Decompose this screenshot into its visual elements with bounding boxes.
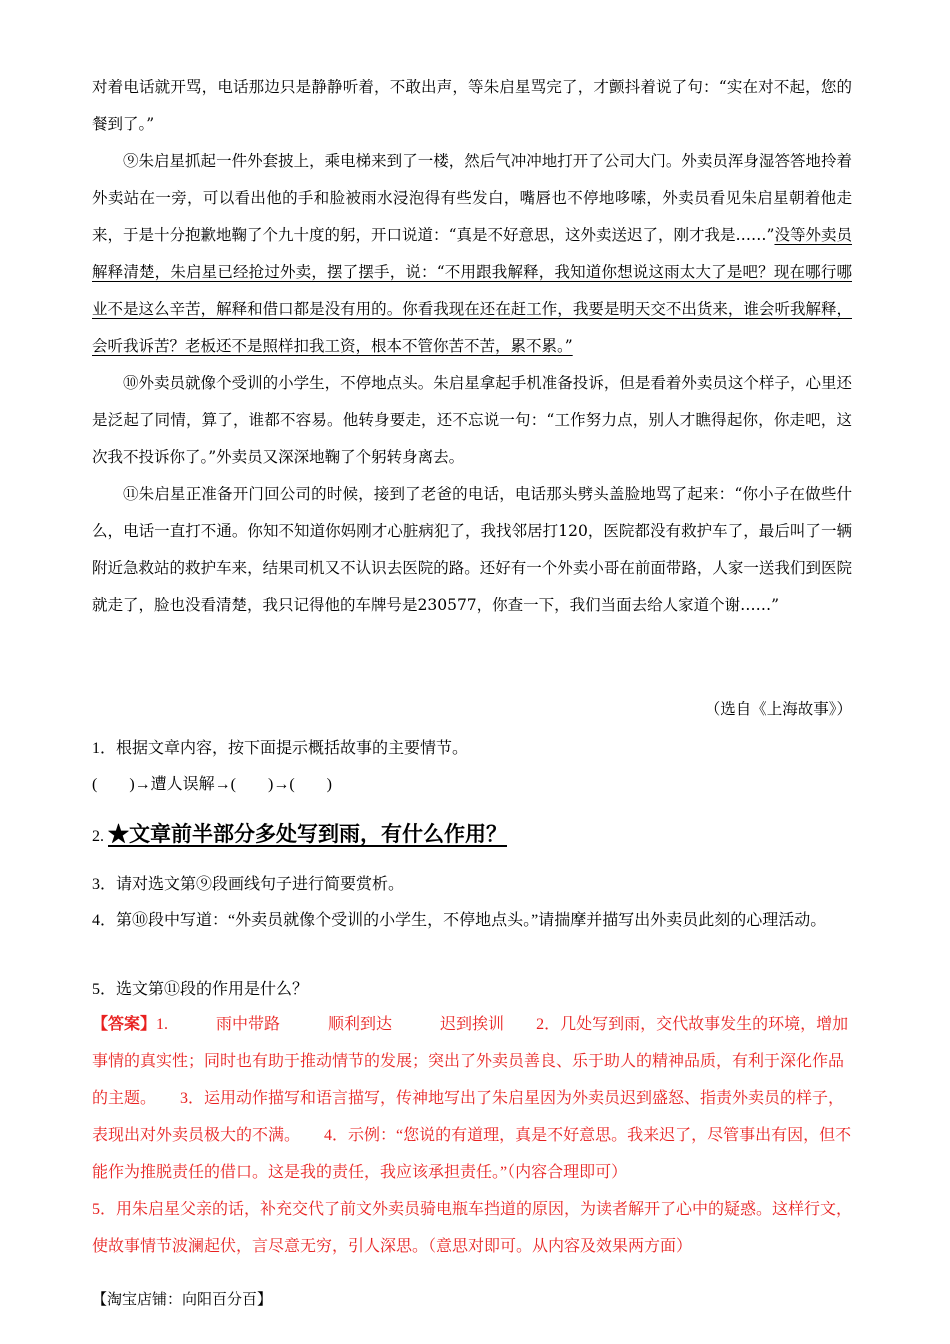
answer-1-number: 1.	[156, 1016, 169, 1033]
question-2-number: 2.	[92, 828, 104, 845]
answer-5: 5．用朱启星父亲的话，补充交代了前文外卖员骑电瓶车挡道的原因，为读者解开了心中的疑惑。这样行文，使故事情节波澜起伏，言尽意无穷，引人深思。（意思对即可。从内容及效果两方面）	[92, 1201, 853, 1255]
answer-4: 4．示例：“您说的有道理，真是不好意思。我来迟了，尽管事出有因，但不能作为推脱责任的借口。这是我的责任，我应该承担责任。”（内容合理即可）	[92, 1127, 852, 1181]
answer-1-item: 雨中带路	[216, 1016, 281, 1033]
paragraph-9-underlined-sentence: 没等外卖员解释清楚，朱启星已经抢过外卖，摆了摆手，说：“不用跟我解释，我知道你想说这雨太大了是吧？现在哪行哪业不是这么辛苦，解释和借口都是没有用的。你看我现在还在赶工作，我要是明天交不出货来，谁会听我解释，会听我诉苦？老板还不是照样扣我工资，根本不管你苦不苦，累不累。”	[92, 226, 852, 355]
paragraph-8-continued: 对着电话就开骂，电话那边只是静静听着，不敢出声，等朱启星骂完了，才颤抖着说了句：“实在对不起，您的餐到了。”	[92, 78, 852, 133]
question-2	[92, 818, 852, 848]
paragraph-10: ⑩外卖员就像个受训的小学生，不停地点头。朱启星拿起手机准备投诉，但是看着外卖员这个样子，心里还是泛起了同情，算了，谁都不容易。他转身要走，还不忘说一句：“工作努力点，别人才瞧得起你，你走吧，这次我不投诉你了。”外卖员又深深地鞠了个躬转身离去。	[92, 374, 852, 466]
answer-1-item: 迟到挨训	[440, 1016, 505, 1033]
answer-tag: 【答案】	[92, 1016, 157, 1033]
story-body	[92, 69, 852, 624]
question-4: 4．第⑩段中写道：“外卖员就像个受训的小学生，不停地点头。”请揣摩并描写出外卖员此刻的心理活动。	[92, 912, 827, 929]
question-1-blanks: ( )→遭人误解→( )→( )	[92, 776, 332, 793]
question-2-text: ★文章前半部分多处写到雨，有什么作用？	[108, 822, 507, 846]
footer-shop-label: 【淘宝店铺：向阳百分百】	[92, 1292, 273, 1308]
question-1: 1．根据文章内容，按下面提示概括故事的主要情节。	[92, 740, 469, 757]
paragraph-9	[92, 143, 852, 365]
answer-1-item: 顺利到达	[328, 1016, 393, 1033]
answer-2: 2．几处写到雨，交代故事发生的环境，增加事情的真实性；同时也有助于推动情节的发展；突出了外卖员善良、乐于助人的精神品质，有利于深化作品的主题。	[92, 1016, 849, 1107]
source-citation: （选自《上海故事》）	[704, 700, 852, 718]
answer-block	[92, 1006, 854, 1265]
paragraph-9-text: ⑨朱启星抓起一件外套披上，乘电梯来到了一楼，然后气冲冲地打开了公司大门。外卖员浑身湿答答地拎着外卖站在一旁，可以看出他的手和脸被雨水浸泡得有些发白，嘴唇也不停地哆嗦，外卖员看见朱启星朝着他走来，于是十分抱歉地鞠了个九十度的躬，开口说道：“真是不好意思，这外卖送迟了，刚才我是……”	[92, 152, 852, 244]
question-3: 3．请对选文第⑨段画线句子进行简要赏析。	[92, 876, 405, 893]
answer-3: 3．运用动作描写和语言描写，传神地写出了朱启星因为外卖员迟到盛怒、指责外卖员的样子，表现出对外卖员极大的不满。	[92, 1090, 845, 1144]
paragraph-11: ⑪朱启星正准备开门回公司的时候，接到了老爸的电话，电话那头劈头盖脸地骂了起来：“你小子在做些什么，电话一直打不通。你知不知道你妈刚才心脏病犯了，我找邻居打120，医院都没有救护车了，最后叫了一辆附近急救站的救护车来，结果司机又不认识去医院的路。还好有一个外卖小哥在前面带路，人家一送我们到医院就走了，脸也没看清楚，我只记得他的车牌号是230577，你查一下，我们当面去给人家道个谢……”	[92, 485, 852, 614]
question-5: 5．选文第⑪段的作用是什么？	[92, 981, 309, 998]
